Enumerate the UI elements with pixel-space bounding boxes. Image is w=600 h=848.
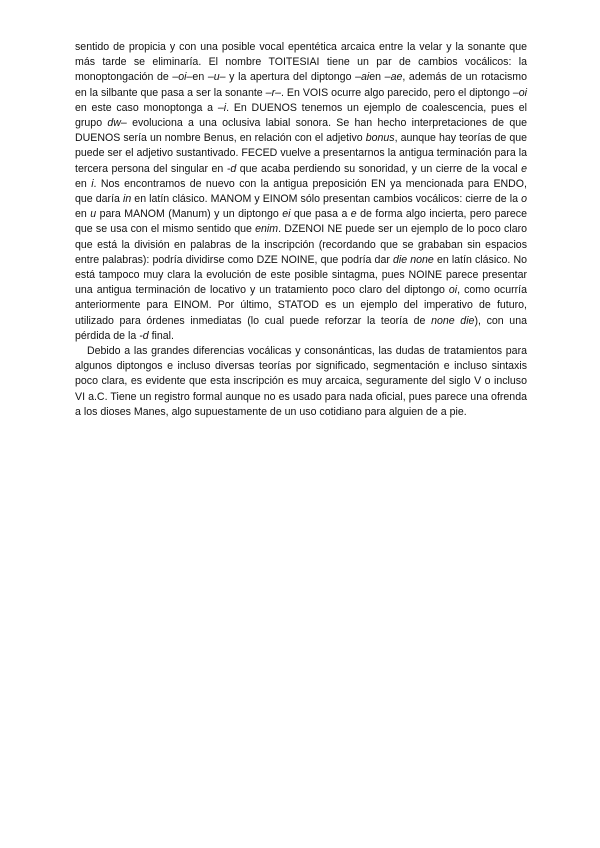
text-run: en	[369, 71, 385, 84]
italic-term: in	[122, 193, 132, 206]
text-run: ), con una pérdida de la	[75, 314, 527, 342]
text-run: en latín clásico. No está tampoco muy clara la evolución de este posible sintagma, pues NOINE parece presentar una antigua terminación de locativo y un tratamiento poco claro del diptongo	[75, 253, 527, 297]
italic-term: –ai	[355, 71, 370, 84]
italic-term: –ae	[384, 71, 403, 84]
text-run: . En DUENOS tenemos un ejemplo de coalescencia, pues el grupo	[75, 101, 527, 130]
text-run: en	[75, 208, 91, 221]
text-run: para MANOM (Manum) y un diptongo	[96, 208, 283, 221]
text-run: en latín clásico. MANOM y EINOM sólo presentan cambios vocálicos: cierre de la	[131, 193, 522, 206]
text-run: sentido de propicia y con una posible vocal epentética arcaica entre la velar y la sonante que más tarde se eliminaría. El nombre TOITESIAI tiene un par de cambios vocálicos: la monoptongación de	[75, 41, 527, 84]
text-run: . Nos encontramos de nuevo con la antigua preposición EN ya mencionada para ENDO, que daría	[75, 177, 527, 206]
italic-term: –oi–	[172, 71, 193, 84]
italic-term: oi	[448, 284, 458, 297]
text-run: , como ocurría anteriormente para EINOM. Por último, STATOD es un ejemplo del imperativo de futuro, utilizado para órdenes inmediatas (lo cual puede reforzar la teoría de	[75, 284, 527, 327]
italic-term: –i	[217, 101, 227, 114]
italic-term: none die	[431, 314, 475, 327]
italic-term: i	[91, 177, 94, 190]
paragraph-1	[75, 40, 527, 344]
italic-term: -d	[226, 162, 237, 175]
text-run: Debido a las grandes diferencias vocálicas y consonánticas, las dudas de tratamientos para algunos diptongos e incluso diversas teorías por significado, segmentación e incluso sintaxis poco clara, es evidente que esta inscripción es muy arcaica, seguramente del siglo V o incluso VI a.C. Tiene un registro formal aunque no es usado para nada oficial, pues parece una ofrenda a los dioses Manes, algo supuestamente de un uso cotidiano para alguien de a pie.	[75, 345, 527, 418]
italic-term: u	[90, 208, 97, 221]
text-run: que pasa a	[290, 208, 351, 221]
text-run: . DZENOI NE puede ser un ejemplo de lo poco claro que está la división en palabras de la inscripción (recordando que se grababan sin espacios entre palabras): podría dividirse como DZE NOINE, que podría dar	[75, 223, 528, 266]
italic-term: -d	[139, 329, 149, 342]
text-run: . En VOIS ocurre algo parecido, pero el diptongo	[280, 86, 513, 99]
italic-term: –u–	[207, 71, 226, 84]
italic-term: e	[521, 162, 527, 175]
italic-term: e	[350, 208, 357, 221]
document-body	[75, 40, 527, 420]
text-run: en	[192, 71, 208, 84]
italic-term: –oi	[512, 86, 527, 99]
text-run: de forma algo incierta, pero parece que se usa con el mismo sentido que	[75, 208, 527, 236]
italic-term: o	[521, 193, 527, 206]
italic-term: ei	[282, 208, 291, 221]
text-run: en	[75, 177, 92, 190]
italic-term: dw–	[107, 117, 127, 130]
text-run: evoluciona a una oclusiva labial sonora. Se han hecho interpretaciones de que DUENOS sería un nombre Benus, en relación con el adjetivo	[75, 117, 527, 145]
text-run: , aunque hay teorías de que puede ser el adjetivo sustantivado. FECED vuelve a presentarnos la antigua terminación para la tercera persona del singular en	[75, 132, 528, 175]
italic-term: –r–	[265, 86, 281, 99]
text-run: final.	[148, 329, 174, 342]
italic-term: bonus	[365, 132, 395, 145]
italic-term: enim	[255, 223, 279, 236]
text-run: en este caso monoptonga a	[75, 101, 218, 114]
paragraph-2	[75, 344, 527, 420]
text-run: que acaba perdiendo su sonoridad, y un cierre de la vocal	[236, 162, 522, 175]
italic-term: die none	[393, 253, 434, 266]
text-run: , además de un rotacismo en la silbante que pasa a ser la sonante	[75, 71, 527, 99]
text-run: y la apertura del diptongo	[225, 71, 356, 84]
